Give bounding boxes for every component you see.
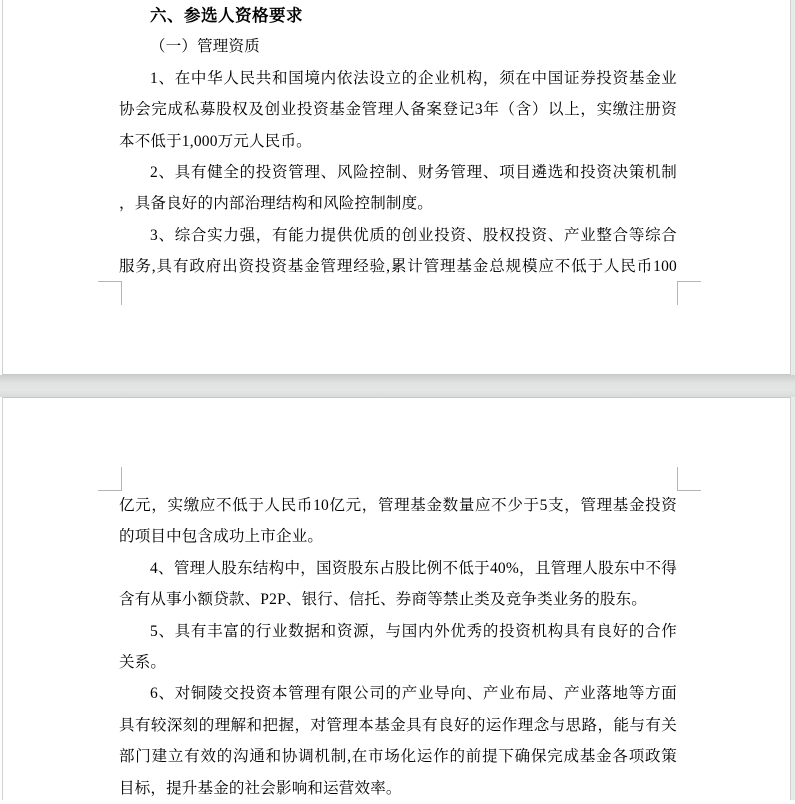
doc-line[interactable]: 具有较深刻的理解和把握，对管理本基金具有良好的运作理念与思路，能与有关	[119, 716, 677, 734]
doc-line[interactable]: 关系。	[119, 654, 167, 672]
margin-mark-top-right	[677, 467, 701, 491]
doc-line[interactable]: 2、具有健全的投资管理、风险控制、财务管理、项目遴选和投资决策机制	[150, 164, 677, 182]
doc-line[interactable]: 5、具有丰富的行业数据和资源，与国内外优秀的投资机构具有良好的合作	[150, 622, 677, 640]
right-gutter	[791, 0, 795, 800]
margin-mark-bottom-right	[677, 281, 701, 305]
doc-line[interactable]: 3、综合实力强，有能力提供优质的创业投资、股权投资、产业整合等综合	[150, 226, 677, 244]
section-heading[interactable]: 六、参选人资格要求	[150, 6, 303, 25]
doc-line[interactable]: 1、在中华人民共和国境内依法设立的企业机构，须在中国证券投资基金业	[150, 69, 677, 87]
doc-line[interactable]: 4、管理人股东结构中，国资股东占股比例不低于40%，且管理人股东中不得	[150, 559, 677, 577]
document-page-1[interactable]	[2, 0, 791, 375]
page-gap-band	[0, 375, 795, 397]
margin-mark-bottom-left	[98, 281, 122, 305]
doc-line[interactable]: 6、对铜陵交投资本管理有限公司的产业导向、产业布局、产业落地等方面	[150, 685, 677, 703]
doc-line[interactable]: ，具备良好的内部治理结构和风险控制制度。	[119, 195, 434, 213]
doc-line[interactable]: 协会完成私募股权及创业投资基金管理人备案登记3年（含）以上，实缴注册资	[119, 101, 677, 119]
doc-line[interactable]: 本不低于1,000万元人民币。	[119, 132, 312, 150]
subsection-heading[interactable]: （一）管理资质	[150, 38, 260, 56]
doc-line[interactable]: 含有从事小额贷款、P2P、银行、信托、券商等禁止类及竞争类业务的股东。	[119, 591, 647, 609]
margin-mark-top-left	[98, 467, 122, 491]
document-page-2[interactable]	[2, 397, 791, 800]
doc-line[interactable]: 部门建立有效的沟通和协调机制,在市场化运作的前提下确保完成基金各项政策	[119, 748, 677, 766]
doc-line[interactable]: 亿元，实缴应不低于人民币10亿元，管理基金数量应不少于5支，管理基金投资	[119, 497, 677, 514]
doc-line[interactable]: 服务,具有政府出资投资基金管理经验,累计管理基金总规模应不低于人民币100	[119, 258, 677, 276]
page1-text-area	[119, 0, 677, 283]
doc-line[interactable]: 的项目中包含成功上市企业。	[119, 528, 324, 546]
page2-text-area	[119, 490, 677, 804]
doc-line[interactable]: 目标，提升基金的社会影响和运营效率。	[119, 779, 402, 797]
